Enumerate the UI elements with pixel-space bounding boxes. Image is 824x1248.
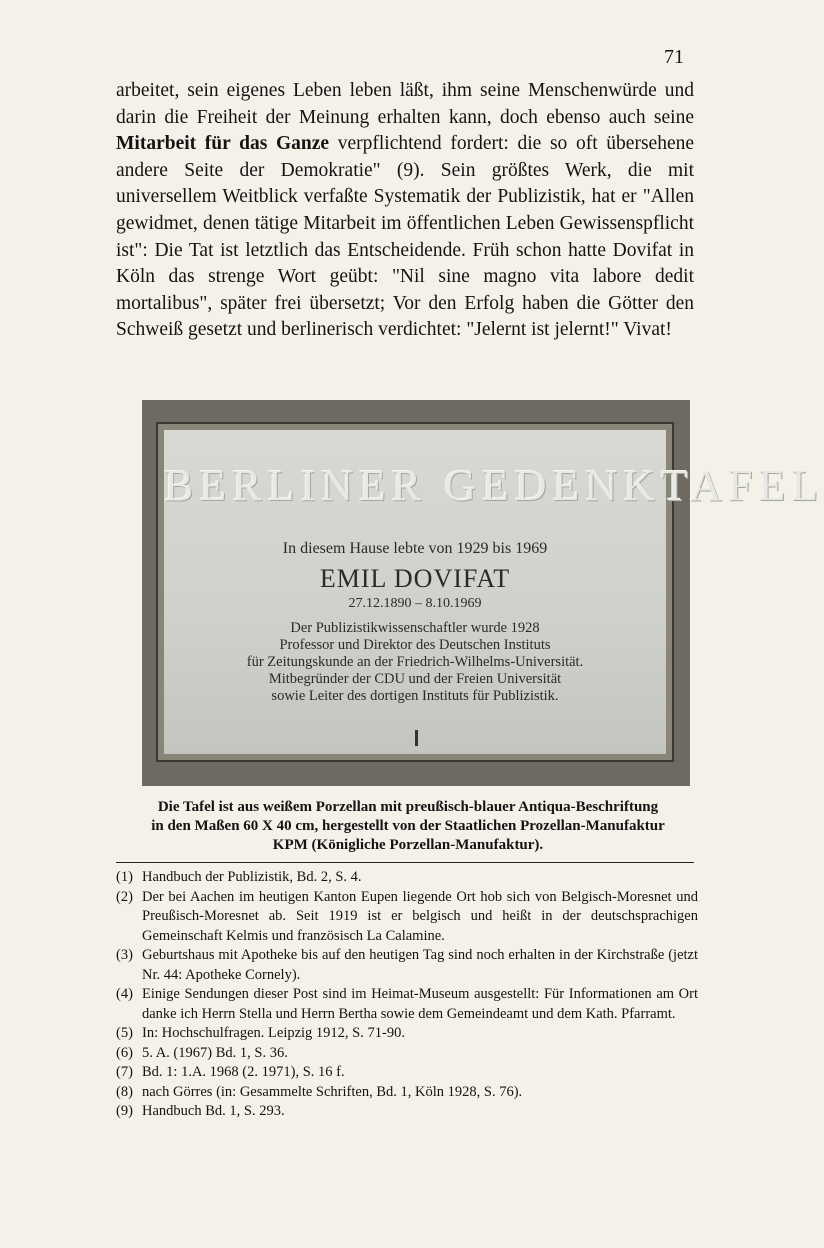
footnote-text: Einige Sendungen dieser Post sind im Heimat-Museum ausgestellt: Für Informationen am Ort danke ich Herrn Stella und Herrn Bertha sowie dem Gemeindeamt und dem Kath. Pfarramt. [142, 986, 698, 1022]
caption-line: KPM (Königliche Porzellan-Manufaktur). [272, 837, 544, 853]
footnote-number: (3) [116, 947, 133, 963]
body-text-part1: arbeitet, sein eigenes Leben leben läßt, ihm seine Menschenwürde und darin die Freiheit der Meinung erhalten kann, doch ebenso auch seine [116, 80, 694, 128]
plaque-desc-line: für Zeitungskunde an der Friedrich-Wilhelms-Universität. [246, 654, 584, 670]
plaque-dates: 27.12.1890 – 8.10.1969 [348, 596, 482, 611]
footnote-number: (6) [116, 1044, 133, 1061]
page-number: 71 [664, 46, 684, 68]
footnote-number: (5) [116, 1025, 133, 1041]
footnote-rule [116, 862, 694, 863]
footnote [116, 868, 698, 888]
plaque-name: EMIL DOVIFAT [319, 564, 511, 593]
plaque-desc-line: sowie Leiter des dortigen Instituts für Publizistik. [271, 688, 559, 704]
footnote-text: Der bei Aachen im heutigen Kanton Eupen liegende Ort hob sich von Belgisch-Moresnet und Preußisch-Moresnet ab. Seit 1919 ist er belgisch und heißt in der deutschsprachigen Gemeinschaft Kelmis und französisch La Calamine. [142, 888, 698, 944]
plaque-frame [156, 422, 824, 762]
plaque-desc-line: Professor und Direktor des Deutschen Instituts [279, 637, 551, 653]
caption-line: Die Tafel ist aus weißem Porzellan mit preußisch-blauer Antiqua-Beschriftung [157, 799, 659, 815]
body-text-part2: verpflichtend fordert: die so oft übersehene andere Seite der Demokratie" (9). Sein größtes Werk, die mit universellem Weitblick verfaßte Systematik der Publizistik, hat er "Allen gewidmet, denen tätige Mitarbeit im öffentlichen Leben Gewissenspflicht ist": Die Tat ist letztlich das Entscheidende. Früh schon hatte Dovifat in Köln das strenge Wort geübt: "Nil sine magno vita labore dedit mortalibus", später frei übersetzt; Vor den Erfolg haben die Götter den Schweiß gesetzt und berlinerisch verdichtet: "Jelernt ist jelernt!" Vivat! [116, 133, 695, 341]
footnotes-list [116, 868, 698, 1122]
footnote [116, 985, 698, 1024]
footnote-number: (1) [116, 869, 133, 885]
footnote-text: Handbuch Bd. 1, S. 293. [142, 1103, 285, 1119]
footnote [116, 888, 698, 947]
footnote [116, 1083, 698, 1103]
plaque-mark [415, 730, 418, 746]
body-paragraph [116, 78, 694, 344]
footnote [116, 946, 698, 985]
footnote-text: nach Görres (in: Gesammelte Schriften, Bd. 1, Köln 1928, S. 76). [142, 1083, 523, 1100]
caption-line: in den Maßen 60 X 40 cm, hergestellt von der Staatlichen Prozellan-Manufaktur [151, 818, 665, 834]
footnote-number: (4) [116, 986, 133, 1002]
footnote-number: (2) [116, 888, 133, 905]
footnote [116, 1024, 698, 1044]
footnote-number: (8) [116, 1083, 133, 1100]
footnote [116, 1063, 698, 1083]
plaque-header: BERLINER GEDENKTAFEL [164, 461, 824, 510]
body-text-bold: Mitarbeit für das Ganze [116, 133, 330, 155]
footnote-text: 5. A. (1967) Bd. 1, S. 36. [142, 1044, 288, 1061]
footnote-number: (9) [116, 1103, 133, 1119]
footnote [116, 1102, 698, 1122]
plaque-photo [142, 400, 824, 786]
plaque-desc-line: Mitbegründer der CDU und der Freien Universität [268, 671, 562, 687]
memorial-plaque [164, 430, 824, 754]
plaque-residence-line: In diesem Hause lebte von 1929 bis 1969 [282, 540, 548, 557]
footnote-text: Bd. 1: 1.A. 1968 (2. 1971), S. 16 f. [142, 1064, 345, 1080]
photo-caption [110, 798, 706, 855]
plaque-desc-line: Der Publizistikwissenschaftler wurde 1928 [290, 620, 540, 636]
footnote [116, 1044, 698, 1064]
plaque-description [164, 620, 666, 705]
footnote-text: Geburtshaus mit Apotheke bis auf den heutigen Tag sind noch erhalten in der Kirchstraße (jetzt Nr. 44: Apotheke Cornely). [142, 947, 698, 983]
footnote-text: In: Hochschulfragen. Leipzig 1912, S. 71-90. [142, 1025, 405, 1041]
footnote-text: Handbuch der Publizistik, Bd. 2, S. 4. [142, 869, 362, 885]
footnote-number: (7) [116, 1064, 133, 1080]
